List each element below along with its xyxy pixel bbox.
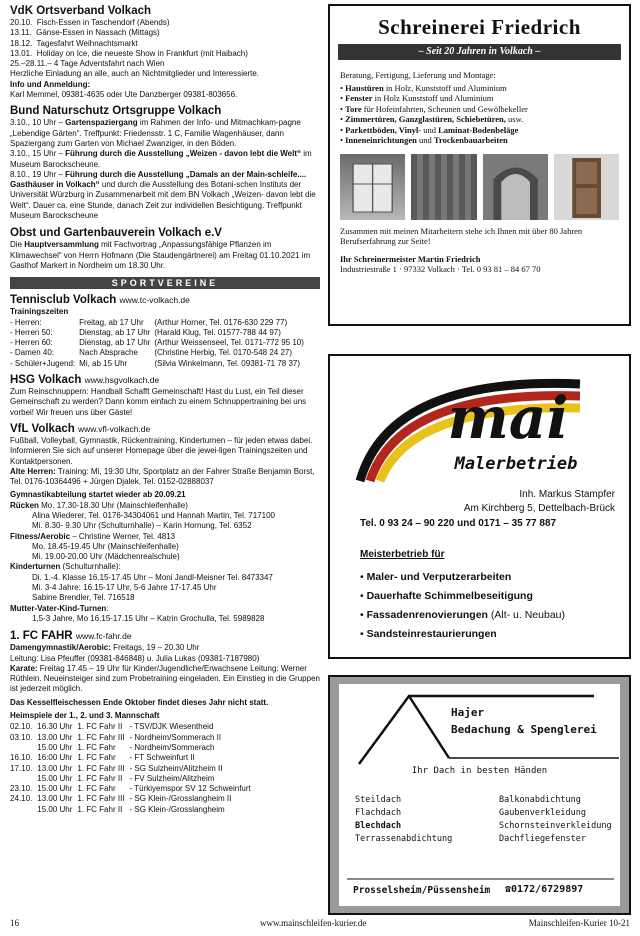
phone-icon: ☎	[505, 884, 512, 895]
game-row	[10, 743, 256, 753]
ad-schreinerei-item-text: usw.	[505, 114, 524, 124]
ad-schreinerei-item-text: in Holz, Kunststoff und Aluminium	[383, 82, 507, 93]
hajer-services-left	[355, 794, 452, 846]
fahr-title: 1. FC FAHR	[10, 630, 73, 643]
hajer-service: Gaubenverkleidung	[499, 808, 586, 818]
vfl-fitness-label: Fitness/Aerobic	[10, 531, 71, 541]
bund-text: im Museum Barockscheune.	[10, 149, 312, 169]
vdk-info-label: Info und Anmeldung:	[10, 79, 91, 89]
ad-schreinerei-item-bold: Parkettböden, Vinyl-	[345, 124, 422, 135]
vfl-ruecken-line: Mi. 8.30- 9.30 Uhr (Schulturnhalle) – Karin Hornung, Tel. 6352	[32, 521, 252, 531]
game-cell: 1. FC Fahr	[77, 753, 116, 763]
ad-schreinerei-item: • Fenster in Holz Kunststoff und Aluminium	[340, 93, 494, 103]
game-cell: - Nordheim/Sommerach II	[129, 732, 222, 742]
hajer-service: Dachfliegefenster	[499, 834, 586, 844]
tennis-cell: (Arthur Horner, Tel. 0176-630 229 77)	[154, 317, 288, 327]
ad-schreinerei-item-text: für Hofeinfahrten, Scheunen und Gewölbekeller	[361, 103, 528, 114]
mai-logo	[330, 356, 629, 486]
tennis-row	[10, 318, 308, 328]
game-cell: 02.10.	[10, 722, 33, 732]
tennis-row	[10, 348, 308, 358]
fahr-damen-text: Freitags, 19 – 20.30 Uhr	[110, 643, 200, 653]
bund-event: Führung durch die Ausstellung „Damals an der Main-schleife.... Gasthäuser in Volkach“	[10, 169, 307, 190]
vfl-kinder-line: Di. 1.-4. Klasse 16.15-17.45 Uhr – Moni Jandl-Meisner Tel. 8473347	[32, 572, 273, 582]
vfl-kinder-label: Kinderturnen	[10, 562, 61, 572]
game-cell: - Türkiyemspor SV 12 Schweinfurt	[129, 784, 251, 794]
ad-schreinerei-item: • Parkettböden, Vinyl- und Laminat-Bodenbeläge	[340, 124, 519, 135]
game-cell: - SG Klein-/Grosslangheim	[129, 804, 225, 814]
game-cell: - FT Schweinfurt II	[129, 753, 195, 763]
game-cell: - SG Klein-/Grosslangheim II	[129, 794, 232, 804]
mai-service-item: • Sandsteinrestaurierungen	[360, 628, 497, 640]
game-row	[10, 753, 256, 763]
tennis-cell: Mi, ab 15 Uhr	[79, 358, 128, 368]
ad-hajer	[328, 675, 631, 915]
game-cell: - TSV/DJK Wiesentheid	[129, 722, 214, 732]
hajer-service: Schornsteinverkleidung	[499, 821, 612, 831]
vfl-mvk-label: Mutter-Vater-Kind-Turnen	[10, 603, 107, 613]
game-row	[10, 774, 256, 784]
game-cell: 24.10.	[10, 794, 33, 804]
vfl-fitness	[10, 532, 320, 542]
ad-schreinerei-item-bold: Inneneinrichtungen	[345, 135, 417, 145]
cabinet-photo	[411, 154, 476, 220]
hajer-business: Bedachung & Spenglerei	[451, 723, 597, 736]
ad-schreinerei-item-bold: Laminat-Bodenbeläge	[438, 124, 519, 135]
vfl-ruecken-line: Alina Wiederer, Tel. 0176-34304061 und Hannah Martin, Tel. 717100	[32, 510, 275, 520]
fahr-damen-label: Damengymnastik/Aerobic:	[10, 643, 111, 653]
game-cell: 23.10.	[10, 784, 33, 794]
mai-service-item: • Fassadenrenovierungen (Alt- u. Neubau)	[360, 609, 566, 621]
ad-schreinerei-item-bold: Trockenbauarbeiten	[433, 135, 508, 145]
vdk-line: 13.11. Gänse-Essen in Nassach (Mittags)	[10, 28, 160, 38]
vfl-alte-text: Training: Mi, 19:30 Uhr, Sportplatz an der Fahrer Straße Benjamin Borst, Tel. 0176-10364496 + Jürgen Djalek, Tel. 0152-02888037	[10, 466, 315, 487]
game-cell: 15.00 Uhr	[37, 773, 73, 783]
bund-paragraph	[10, 170, 320, 221]
mai-service-label: Sandsteinrestaurierungen	[366, 628, 497, 640]
vfl-fitness-text: – Christine Werner, Tel. 4813	[70, 531, 176, 541]
window-photo	[340, 154, 405, 220]
page-number: 16	[10, 918, 19, 928]
vdk-list	[10, 18, 320, 100]
vfl-alte-herren	[10, 467, 320, 488]
bund-event: Führung durch die Ausstellung „Weizen - davon lebt die Welt“	[65, 149, 302, 159]
hsg-title: HSG Volkach	[10, 374, 82, 387]
hajer-service: Terrassenabdichtung	[355, 834, 453, 844]
mai-subtitle: Malerbetrieb	[454, 454, 578, 474]
hajer-service: Balkonabdichtung	[499, 795, 581, 805]
fahr-karate	[10, 664, 320, 695]
footer-url[interactable]: www.mainschleifen-kurier.de	[260, 918, 367, 928]
game-cell	[10, 774, 37, 784]
game-cell: 16.30 Uhr	[37, 722, 73, 732]
vfl-mvk-text: :	[106, 603, 109, 613]
vfl-url[interactable]: www.vfl-volkach.de	[77, 423, 151, 434]
hajer-service: Blechdach	[355, 821, 402, 831]
obst-text: mit Fachvortrag „Anpassungsfähige Pflanzen im Klimawechsel“ von Herrn Hofmann (Die Staudengärtnerei) am Freitag 01.10.2021 im Gasthof Markert in Nordheim um 18.30 Uhr.	[10, 240, 311, 270]
bund-paragraph	[10, 118, 320, 149]
game-row	[10, 794, 256, 804]
tennis-schedule	[10, 318, 308, 369]
tennis-heading	[10, 293, 320, 307]
obst-heading: Obst und Gartenbauverein Volkach e.V	[10, 227, 222, 240]
mai-tel: Tel. 0 93 24 – 90 220 und 0171 – 35 77 887	[360, 518, 557, 529]
game-cell: 1. FC Fahr II	[77, 804, 123, 814]
tennis-row	[10, 338, 308, 348]
vfl-mvk	[10, 604, 320, 614]
tennis-row	[10, 328, 308, 338]
vdk-line: 25.–28.11.– 4 Tage Adventsfahrt nach Wien	[10, 59, 165, 69]
hajer-card	[339, 684, 620, 906]
hajer-name: Hajer	[451, 706, 485, 719]
mai-meister: Meisterbetrieb für	[360, 549, 445, 560]
game-row	[10, 733, 256, 743]
hajer-service: Steildach	[355, 795, 402, 805]
vdk-heading: VdK Ortsverband Volkach	[10, 5, 152, 17]
hajer-slogan: Ihr Dach in besten Händen	[411, 766, 548, 776]
vfl-ruecken-text: Mo. 17.30-18.30 Uhr (Mainschleifenhalle)	[38, 500, 188, 510]
obst-event: Hauptversammlung	[24, 240, 99, 250]
ad-schreinerei-item: • Inneneinrichtungen und Trockenbauarbeiten	[340, 135, 508, 145]
ad-schreinerei-item: • Zimmertüren, Ganzglastüren, Schiebetüren, usw.	[340, 114, 524, 124]
vfl-kinder-text: (Schulturnhalle):	[60, 562, 121, 572]
tennis-cell: - Herren:	[10, 317, 42, 327]
fahr-karate-label: Karate:	[10, 663, 38, 673]
vdk-line: 20.10. Fisch-Essen in Taschendorf (Abends)	[10, 18, 170, 27]
section-bar-sportvereine: SPORTVEREINE	[10, 277, 320, 289]
tennis-cell: (Silvia Winkelmann, Tel. 09381-71 78 37)	[154, 358, 301, 368]
fahr-heading	[10, 629, 320, 643]
vfl-fitness-line: Mi. 19.00-20.00 Uhr (Mädchenrealschule)	[32, 552, 180, 562]
game-cell: 1. FC Fahr	[77, 784, 116, 794]
game-cell: 1. FC Fahr III	[77, 763, 125, 773]
ad-schreinerei-address: Industriestraße 1 · 97332 Volkach · Tel. 0 93 81 – 84 67 70	[340, 264, 541, 274]
vfl-kinder-line: Sabine Brendler, Tel. 716518	[32, 593, 135, 603]
ad-schreinerei-closing: Zusammen mit meinen Mitarbeitern stehe ich Ihnen mit über 80 Jahren Berufserfahrung zur Seite!	[340, 225, 583, 246]
mai-street: Am Kirchberg 5, Dettelbach-Brück	[463, 503, 615, 514]
bund-time: 3.10., 15 Uhr –	[10, 149, 66, 159]
game-cell	[10, 805, 37, 815]
game-row	[10, 722, 256, 732]
ad-schreinerei-item: • Tore für Hofeinfahrten, Scheunen und Gewölbekeller	[340, 103, 528, 114]
hsg-url[interactable]: www.hsgvolkach.de	[84, 375, 160, 386]
hajer-service: Flachdach	[355, 808, 402, 818]
ad-schreinerei-item-text: in Holz Kunststoff und Aluminium	[372, 93, 494, 103]
mai-logo-text: mai	[447, 384, 569, 452]
game-cell: - FV Sulzheim/Alitzheim	[129, 773, 215, 783]
tennis-cell: Dienstag, ab 17 Uhr	[79, 338, 151, 348]
ad-schreinerei-item-bold: Zimmertüren, Ganzglastüren, Schiebetüren,	[345, 114, 506, 124]
fahr-games-table	[10, 722, 256, 815]
mai-services	[330, 568, 629, 644]
vfl-title: VfL Volkach	[10, 422, 75, 435]
tennis-cell: - Herren 60:	[10, 338, 53, 348]
tennis-sub: Trainingszeiten	[10, 307, 69, 317]
ad-schreinerei-since: – Seit 20 Jahren in Volkach –	[338, 44, 621, 60]
bund-text: und durch die Ausstellung des Botani-schen Instituts der Universität Würzburg in Zusammenarbeit mit dem BN Volkach „Weizen- davon lebt die Welt“. Dauer ca. eine Stunde, danach Zeit zur individellen Besichtigung. Treffpunkt Museum Barockscheune	[10, 180, 316, 221]
mai-service-label: Maler- und Verputzerarbeiten	[366, 571, 512, 583]
bund-event: Gartenspaziergang	[65, 118, 138, 128]
game-row	[10, 764, 256, 774]
vfl-gym-heading: Gymnastikabteilung startet wieder ab 20.09.21	[10, 490, 186, 500]
ad-schreinerei-signoff: Ihr Schreinermeister Martin Friedrich	[340, 253, 481, 264]
game-cell: 1. FC Fahr II	[77, 722, 123, 732]
tennis-cell: Freitag, ab 17 Uhr	[79, 317, 144, 327]
vdk-line: 13.01. Holiday on Ice, die neueste Show in Frankfurt (mit Haibach)	[10, 48, 248, 58]
game-cell: 03.10.	[10, 732, 33, 742]
fahr-damen	[10, 643, 320, 653]
game-cell: 1. FC Fahr III	[77, 732, 125, 742]
ad-schreinerei-item-text: und	[421, 124, 439, 135]
game-cell: 1. FC Fahr II	[77, 773, 123, 783]
vfl-intro: Fußball, Volleyball, Gymnastik, Rückentraining, Kinderturnen – für jeden etwas dabei. Informieren Sie sich auf unserer Homepage über die jewei-ligen Trainingszeiten und Kontaktpersonen.	[10, 435, 313, 466]
fahr-karate-text: Freitag 17.45 – 19 Uhr für Kinder/Jugendliche/Erwachsene Leitung: Werner Rüthlein. Neueinsteiger sind zum Probetraining eingeladen. Ein Einstieg in die Gruppen ist jederzeit möglich.	[10, 663, 320, 694]
bund-time: 8.10., 19 Uhr –	[10, 169, 66, 179]
fahr-heimspiele: Heimspiele der 1., 2. und 3. Mannschaft	[10, 711, 160, 721]
vfl-kinder	[10, 562, 320, 572]
obst-paragraph	[10, 240, 320, 271]
ad-schreinerei-photos	[340, 154, 619, 220]
vfl-kinder-line: Mi. 3-4 Jahre: 16.15-17 Uhr, 5-6 Jahre 17-17.45 Uhr	[32, 583, 217, 593]
game-cell: - Nordheim/Sommerach	[129, 742, 215, 752]
tennis-cell: (Arthur Weissenseel, Tel. 0171-772 95 10)	[154, 338, 304, 348]
fahr-leitung: Leitung: Lisa Pfeuffer (09381-846848) u. Julia Lukas (09381-7187980)	[10, 653, 260, 663]
vdk-line: 18.12. Tagesfahrt Weihnachtsmarkt	[10, 38, 138, 48]
game-cell: 16:00 Uhr	[37, 753, 73, 763]
left-column	[10, 2, 320, 815]
tennis-cell: - Damen 40:	[10, 348, 55, 358]
ad-schreinerei-item-text: und	[416, 135, 434, 145]
ad-schreinerei-item-bold: Fenster	[345, 93, 373, 103]
tennis-cell: - Herren 50:	[10, 327, 53, 337]
bund-time: 3.10., 10 Uhr –	[10, 118, 66, 128]
mai-service-item: • Dauerhafte Schimmelbeseitigung	[360, 590, 533, 602]
mai-service-label: Fassadenrenovierungen	[366, 609, 488, 621]
game-cell: 13.00 Uhr	[37, 732, 73, 742]
game-cell: 13.00 Uhr	[37, 763, 73, 773]
vfl-ruecken-label: Rücken	[10, 500, 39, 510]
hsg-heading	[10, 373, 320, 387]
fahr-url[interactable]: www.fc-fahr.de	[75, 631, 132, 642]
tennis-cell: Nach Absprache	[79, 348, 138, 358]
game-cell: 15.00 Uhr	[37, 742, 73, 752]
mai-owner: Inh. Markus Stampfer	[519, 489, 615, 500]
game-row	[10, 805, 256, 815]
game-cell: 16.10.	[10, 753, 33, 763]
vfl-heading	[10, 422, 320, 436]
tennis-row	[10, 359, 308, 369]
ad-schreinerei-item-bold: Haustüren	[345, 82, 384, 93]
ad-schreinerei-item: • Haustüren in Holz, Kunststoff und Aluminium	[340, 82, 507, 93]
vfl-mvk-line: 1,5-3 Jahre, Mo 16.15-17.15 Uhr – Katrin Grochulla, Tel. 5989828	[32, 613, 265, 623]
vdk-line: Herzliche Einladung an alle, auch an Nichtmitglieder und Interessierte.	[10, 69, 260, 79]
fahr-kessel: Das Kesselfleischessen Ende Oktober findet dieses Jahr nicht statt.	[10, 697, 269, 707]
obst-text: Die	[10, 240, 25, 250]
vfl-fitness-line: Mo. 18.45-19.45 Uhr (Mainschleifenhalle)	[32, 541, 179, 551]
tennis-title: Tennisclub Volkach	[10, 294, 117, 307]
ad-mai	[328, 354, 631, 659]
game-cell	[10, 743, 37, 753]
tennis-cell: (Harald Klug, Tel. 01577-788 44 97)	[154, 327, 281, 337]
hajer-phone	[505, 884, 583, 895]
hajer-services-right	[499, 794, 612, 846]
bund-text: im Rahmen der Info- und Mitmachkam-pagne „Lebendige Gärten“. Treffpunkt: Friedensstr. 1 C, Familie Wagenhäuser, dann Spaziergang zum Garten von Michael Zwanziger, in den Böden.	[10, 118, 301, 148]
door-photo	[554, 154, 619, 220]
tennis-url[interactable]: www.tc-volkach.de	[119, 295, 190, 306]
hajer-phone-number: 0172/6729897	[511, 884, 584, 895]
vdk-info-text: Karl Memmel, 09381-4635 oder Ute Danzberger 09381-803656.	[10, 90, 238, 100]
mai-service-item: • Maler- und Verputzerarbeiten	[360, 571, 512, 583]
ad-schreinerei-intro: Beratung, Fertigung, Lieferung und Montage:	[340, 70, 496, 80]
game-row	[10, 784, 256, 794]
game-cell: 1. FC Fahr	[77, 742, 116, 752]
vfl-ruecken	[10, 501, 320, 511]
ad-schreinerei-item-bold: Tore	[345, 103, 362, 114]
ad-schreinerei-list	[340, 83, 619, 146]
bund-heading: Bund Naturschutz Ortsgruppe Volkach	[10, 105, 222, 118]
bund-paragraph	[10, 149, 320, 170]
footer-issue: Mainschleifen-Kurier 10-21	[528, 918, 630, 928]
hsg-text: Zum Reinschnuppern: Handball Schafft Gemeinschaft! Hast du Lust, ein Teil dieser Gemeinschaft zu werden? Dann komm einfach zu einem Schnuppertraining bei uns vorbei! Wir freuen uns über Gäste!	[10, 387, 307, 417]
hajer-city: Prosselsheim/Püssensheim	[353, 885, 491, 896]
game-cell: 17.10.	[10, 763, 33, 773]
arch-door-photo	[483, 154, 548, 220]
footer	[10, 918, 630, 932]
game-cell: 1. FC Fahr III	[77, 794, 125, 804]
mai-service-label: Dauerhafte Schimmelbeseitigung	[366, 590, 533, 602]
tennis-cell: (Christine Herbig, Tel. 0170-548 24 27)	[154, 348, 293, 358]
ad-schreinerei	[328, 4, 631, 326]
game-cell: 15.00 Uhr	[37, 804, 73, 814]
mai-service-extra: (Alt- u. Neubau)	[490, 609, 566, 621]
ad-schreinerei-title: Schreinerei Friedrich	[378, 15, 581, 39]
tennis-cell: - Schüler+Jugend:	[10, 358, 76, 368]
tennis-cell: Dienstag, ab 17 Uhr	[79, 327, 151, 337]
game-cell: - SG Sulzheim/Alitzheim II	[129, 763, 223, 773]
vfl-alte-label: Alte Herren:	[10, 466, 56, 476]
game-cell: 15.00 Uhr	[37, 784, 73, 794]
game-cell: 13.00 Uhr	[37, 794, 73, 804]
